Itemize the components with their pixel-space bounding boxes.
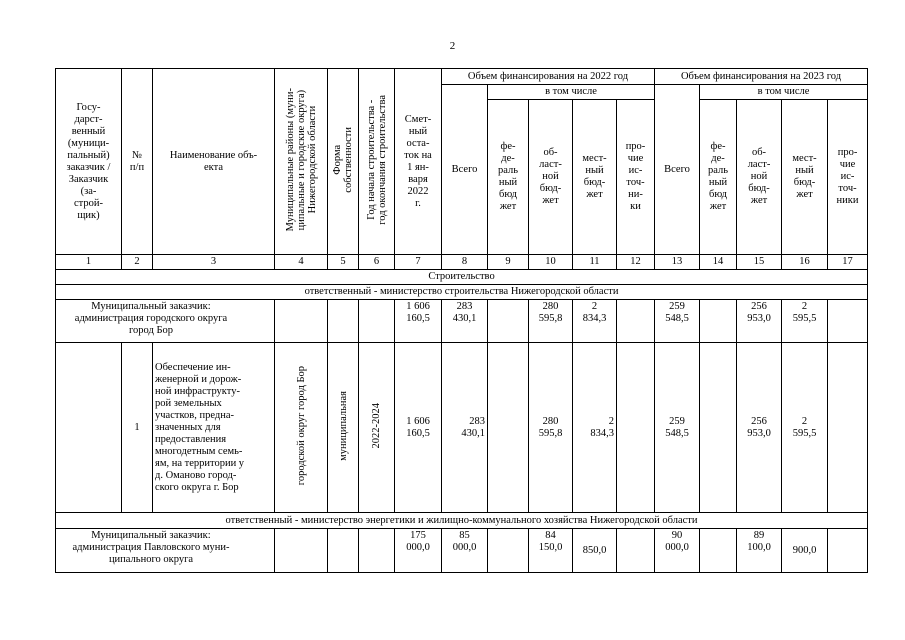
- total-2022: 85 000,0: [442, 529, 488, 573]
- object-years: 2022-2024: [359, 343, 395, 513]
- page-number: 2: [449, 40, 456, 52]
- section-construction: Строительство: [56, 270, 868, 285]
- header-oblast-2022: об- ласт- ной бюд- жет: [529, 100, 573, 255]
- total-2023: 259 548,5: [655, 343, 700, 513]
- header-local-2023: мест- ный бюд- жет: [782, 100, 828, 255]
- header-federal-2022: фе- де- раль ный бюд жет: [488, 100, 529, 255]
- oblast-2023: 89 100,0: [737, 529, 782, 573]
- header-including-2023: в том числе: [700, 85, 868, 100]
- total-2022: 283 430,1: [442, 300, 488, 343]
- local-2022: 2 834,3: [573, 343, 617, 513]
- estimated-balance: 175 000,0: [395, 529, 442, 573]
- header-other-2022: про- чие ис- точ- ни- ки: [617, 100, 655, 255]
- col-number: 15: [737, 255, 782, 270]
- col-number: 8: [442, 255, 488, 270]
- col-number: 17: [828, 255, 868, 270]
- col-number: 9: [488, 255, 529, 270]
- oblast-2023: 256 953,0: [737, 300, 782, 343]
- col-number: 2: [122, 255, 153, 270]
- header-customer: Госу- дарст- венный (муници- пальный) заказчик / Заказчик (за- строй- щик): [56, 69, 122, 255]
- customer-row-bor: [56, 300, 868, 343]
- object-district: городской округ город Бор: [275, 343, 328, 513]
- header-years: Год начала строительства - год окончания строительства: [359, 69, 395, 255]
- column-numbers-row: [56, 255, 868, 270]
- responsible-ministry-construction: ответственный - министерство строительства Нижегородской области: [56, 285, 868, 300]
- col-number: 12: [617, 255, 655, 270]
- object-name: Обеспечение ин- женерной и дорож- ной инфраструкту- рой земельных участков, предна- значенных для предоставления многодетным семь- ям, на территории у д. Оманово город- ского округа г. Бор: [153, 343, 275, 513]
- header-total-2022: Всего: [442, 85, 488, 255]
- header-including-2022: в том числе: [488, 85, 655, 100]
- estimated-balance: 1 606 160,5: [395, 300, 442, 343]
- col-number: 3: [153, 255, 275, 270]
- customer-row-pavlovo: [56, 529, 868, 573]
- local-2022: 850,0: [573, 529, 617, 573]
- header-object-name: Наименование объ- екта: [153, 69, 275, 255]
- object-row-1: [56, 343, 868, 513]
- col-number: 5: [328, 255, 359, 270]
- col-number: 1: [56, 255, 122, 270]
- total-2023: 90 000,0: [655, 529, 700, 573]
- header-ownership: Форма собственности: [328, 69, 359, 255]
- responsible-ministry-energy: ответственный - министерство энергетики и жилищно-коммунального хозяйства Нижегородской области: [56, 513, 868, 529]
- oblast-2022: 280 595,8: [529, 300, 573, 343]
- header-total-2023: Всего: [655, 85, 700, 255]
- header-districts: Муниципальные районы (муни- ципальные и городские округа) Нижегородской области: [275, 69, 328, 255]
- object-number: 1: [122, 343, 153, 513]
- col-number: 13: [655, 255, 700, 270]
- local-2023: 900,0: [782, 529, 828, 573]
- local-2023: 2 595,5: [782, 343, 828, 513]
- oblast-2022: 280 595,8: [529, 343, 573, 513]
- oblast-2022: 84 150,0: [529, 529, 573, 573]
- oblast-2023: 256 953,0: [737, 343, 782, 513]
- customer-name: Муниципальный заказчик: администрация Павловского муни- ципального округа: [56, 529, 275, 573]
- total-2022: 283 430,1: [442, 343, 488, 513]
- local-2023: 2 595,5: [782, 300, 828, 343]
- col-number: 7: [395, 255, 442, 270]
- header-financing-2023: Объем финансирования на 2023 год: [655, 69, 868, 85]
- header-local-2022: мест- ный бюд- жет: [573, 100, 617, 255]
- customer-name: Муниципальный заказчик: администрация городского округа город Бор: [56, 300, 275, 343]
- col-number: 11: [573, 255, 617, 270]
- col-number: 10: [529, 255, 573, 270]
- header-federal-2023: фе- де- раль ный бюд жет: [700, 100, 737, 255]
- financing-table: [55, 68, 868, 573]
- object-ownership: муниципальная: [328, 343, 359, 513]
- estimated-balance: 1 606 160,5: [395, 343, 442, 513]
- col-number: 6: [359, 255, 395, 270]
- col-number: 16: [782, 255, 828, 270]
- local-2022: 2 834,3: [573, 300, 617, 343]
- total-2023: 259 548,5: [655, 300, 700, 343]
- header-financing-2022: Объем финансирования на 2022 год: [442, 69, 655, 85]
- header-number: № п/п: [122, 69, 153, 255]
- header-estimated-balance: Смет- ный остa- ток на 1 ян- варя 2022 г.: [395, 69, 442, 255]
- col-number: 4: [275, 255, 328, 270]
- header-other-2023: про- чие ис- точ- ники: [828, 100, 868, 255]
- header-oblast-2023: об- ласт- ной бюд- жет: [737, 100, 782, 255]
- col-number: 14: [700, 255, 737, 270]
